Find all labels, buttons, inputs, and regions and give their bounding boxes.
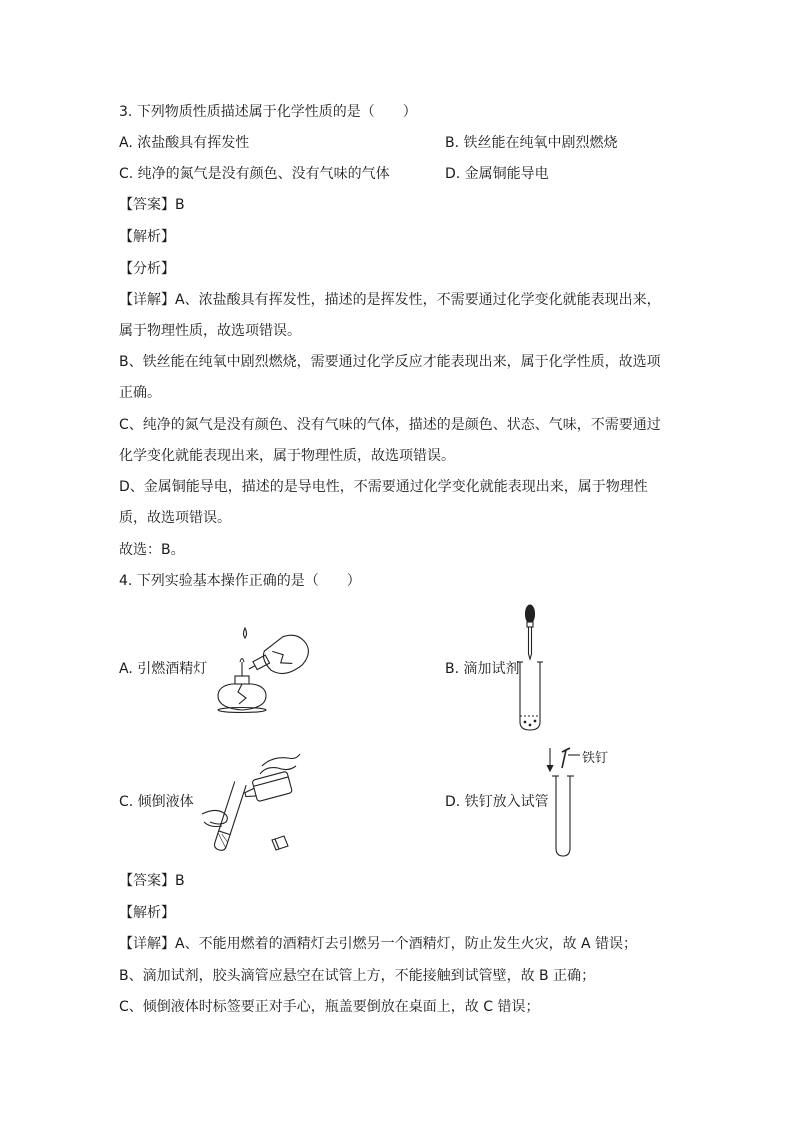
q3-detail-line-7: D、金属铜能导电，描述的是导电性，不需要通过化学变化就能表现出来，属于物理性 — [119, 479, 648, 495]
q4-option-a: A. 引燃酒精灯 — [119, 661, 208, 677]
q3-detail-line-5: C、纯净的氮气是没有颜色、没有气味的气体，描述的是颜色、状态、气味，不需要通过 — [119, 417, 661, 433]
q4-stem: 4. 下列实验基本操作正确的是（ ） — [119, 573, 361, 589]
q3-fenxi-heading: 【分析】 — [119, 261, 175, 277]
dropper-test-tube-figure — [512, 604, 548, 734]
q3-detail-line-1: 【详解】A、浓盐酸具有挥发性，描述的是挥发性，不需要通过化学变化就能表现出来， — [119, 292, 661, 308]
q3-detail-line-3: B、铁丝能在纯氧中剧烈燃烧，需要通过化学反应才能表现出来，属于化学性质，故选项 — [119, 354, 661, 370]
q4-detail-line-2: B、滴加试剂，胶头滴管应悬空在试管上方，不能接触到试管壁，故 B 正确； — [119, 968, 596, 984]
q3-detail-line-4: 正确。 — [119, 385, 161, 401]
q3-stem: 3. 下列物质性质描述属于化学性质的是（ ） — [119, 104, 417, 120]
q3-option-b: B. 铁丝能在纯氧中剧烈燃烧 — [445, 135, 618, 151]
alcohol-lamp-lighting-figure — [212, 622, 317, 714]
q3-detail-line-6: 化学变化就能表现出来，属于物理性质，故选项错误。 — [119, 448, 455, 464]
q3-answer: 【答案】B — [119, 197, 185, 213]
q3-option-a: A. 浓盐酸具有挥发性 — [119, 135, 250, 151]
q4-detail-line-1: 【详解】A、不能用燃着的酒精灯去引燃另一个酒精灯，防止发生火灾，故 A 错误； — [119, 936, 638, 952]
q3-detail-line-8: 质，故选项错误。 — [119, 510, 231, 526]
q3-analysis-heading: 【解析】 — [119, 229, 175, 245]
q4-option-c: C. 倾倒液体 — [119, 794, 194, 810]
q3-option-d: D. 金属铜能导电 — [445, 166, 549, 182]
q4-option-d: D. 铁钉放入试管 — [445, 794, 549, 810]
q4-answer: 【答案】B — [119, 873, 185, 889]
q4-option-b: B. 滴加试剂 — [445, 661, 520, 677]
q3-detail-line-2: 属于物理性质，故选项错误。 — [119, 323, 301, 339]
nail-label: 铁钉 — [582, 751, 609, 766]
pouring-liquid-figure — [200, 752, 310, 858]
q3-conclusion: 故选：B。 — [119, 542, 185, 558]
q3-option-c: C. 纯净的氮气是没有颜色、没有气味的气体 — [119, 166, 390, 182]
q4-analysis-heading: 【解析】 — [119, 905, 175, 921]
q4-detail-line-3: C、倾倒液体时标签要正对手心，瓶盖要倒放在桌面上，故 C 错误； — [119, 999, 540, 1015]
